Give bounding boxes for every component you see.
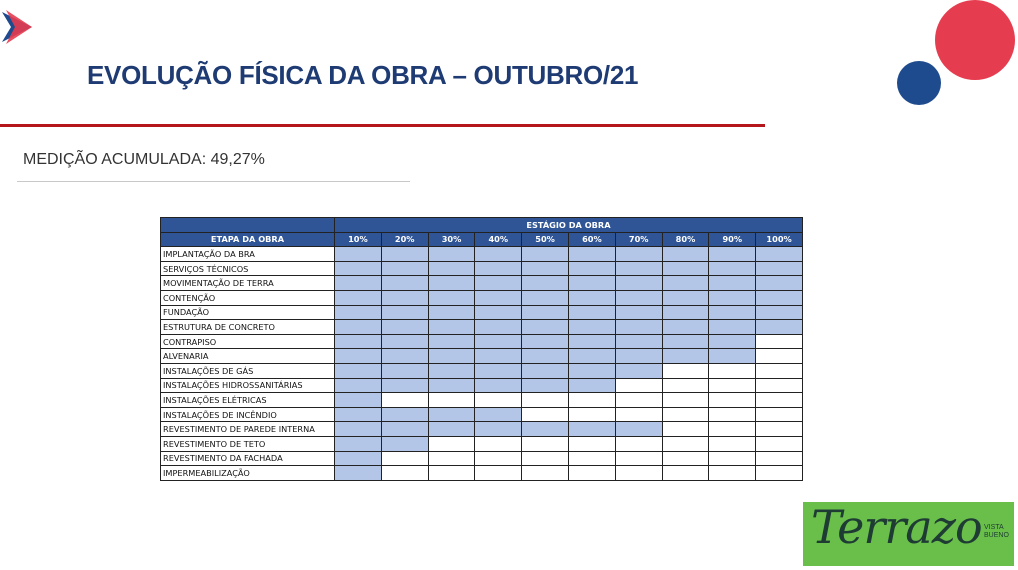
progress-cell [381,320,428,335]
progress-cell [381,276,428,291]
progress-cell [709,247,756,262]
progress-cell [568,305,615,320]
progress-cell [662,393,709,408]
progress-cell [756,261,803,276]
percent-column-header: 50% [522,232,569,247]
table-row [161,320,803,335]
progress-cell [475,247,522,262]
stage-name: CONTRAPISO [161,334,335,349]
progress-cell [709,451,756,466]
progress-cell [381,247,428,262]
progress-cell [522,320,569,335]
progress-cell [335,422,382,437]
progress-cell [756,436,803,451]
progress-cell [709,305,756,320]
stage-group-header: ESTÁGIO DA OBRA [335,218,803,233]
progress-cell [756,349,803,364]
progress-cell [428,247,475,262]
percent-column-header: 60% [568,232,615,247]
table-row [161,305,803,320]
progress-cell [381,378,428,393]
progress-cell [615,305,662,320]
progress-cell [335,305,382,320]
percent-column-header: 70% [615,232,662,247]
progress-cell [709,276,756,291]
stage-name: IMPLANTAÇÃO DA BRA [161,247,335,262]
progress-cell [568,407,615,422]
progress-cell [756,320,803,335]
table-row [161,378,803,393]
progress-cell [428,407,475,422]
percent-column-header: 20% [381,232,428,247]
stage-name: INSTALAÇÕES HIDROSSANITÁRIAS [161,378,335,393]
progress-cell [475,349,522,364]
progress-cell [475,334,522,349]
progress-cell [428,393,475,408]
progress-cell [615,290,662,305]
progress-cell [475,451,522,466]
progress-cell [568,451,615,466]
progress-cell [475,276,522,291]
progress-cell [335,320,382,335]
progress-cell [335,334,382,349]
stage-name: INSTALAÇÕES DE GÁS [161,363,335,378]
progress-cell [662,290,709,305]
progress-cell [381,422,428,437]
progress-cell [709,422,756,437]
progress-cell [522,451,569,466]
progress-cell [709,378,756,393]
stage-name: CONTENÇÃO [161,290,335,305]
progress-cell [662,451,709,466]
progress-cell [615,247,662,262]
table-row [161,407,803,422]
progress-cell [522,407,569,422]
progress-cell [756,276,803,291]
progress-cell [568,247,615,262]
progress-cell [522,422,569,437]
progress-cell [335,247,382,262]
progress-cell [335,363,382,378]
progress-cell [428,349,475,364]
table-row [161,363,803,378]
progress-cell [428,451,475,466]
table-row [161,349,803,364]
progress-cell [709,261,756,276]
progress-cell [335,407,382,422]
table-row [161,290,803,305]
progress-cell [335,261,382,276]
progress-cell [568,320,615,335]
progress-cell [662,378,709,393]
progress-cell [756,378,803,393]
progress-cell [522,363,569,378]
stage-name: INSTALAÇÕES DE INCÊNDIO [161,407,335,422]
progress-cell [381,393,428,408]
progress-cell [381,466,428,481]
progress-cell [662,247,709,262]
progress-cell [568,276,615,291]
progress-cell [335,276,382,291]
progress-cell [662,407,709,422]
progress-cell [662,261,709,276]
progress-cell [709,334,756,349]
progress-cell [381,363,428,378]
progress-cell [428,276,475,291]
progress-cell [428,305,475,320]
progress-cell [522,378,569,393]
progress-cell [335,393,382,408]
brand-logo [803,502,1014,566]
stage-name: FUNDAÇÃO [161,305,335,320]
percent-column-header: 90% [709,232,756,247]
decorative-circle-blue [897,61,941,105]
progress-cell [615,261,662,276]
progress-cell [615,320,662,335]
progress-cell [615,349,662,364]
progress-cell [522,247,569,262]
progress-cell [475,466,522,481]
progress-cell [709,407,756,422]
table-row [161,422,803,437]
progress-cell [381,261,428,276]
progress-cell [662,436,709,451]
table-row [161,261,803,276]
progress-cell [756,363,803,378]
progress-cell [662,466,709,481]
progress-cell [756,247,803,262]
progress-cell [662,305,709,320]
progress-cell [756,334,803,349]
star-logo-icon [2,10,32,44]
progress-cell [475,363,522,378]
progress-cell [475,261,522,276]
progress-cell [428,334,475,349]
progress-cell [381,407,428,422]
percent-column-header: 80% [662,232,709,247]
table-row [161,247,803,262]
progress-cell [662,363,709,378]
progress-cell [428,290,475,305]
progress-cell [662,349,709,364]
table-row [161,276,803,291]
progress-cell [568,363,615,378]
progress-cell [709,363,756,378]
progress-cell [709,436,756,451]
progress-cell [662,422,709,437]
progress-cell [756,466,803,481]
progress-cell [709,320,756,335]
progress-cell [475,422,522,437]
progress-cell [615,334,662,349]
progress-cell [756,290,803,305]
progress-cell [428,363,475,378]
progress-cell [709,349,756,364]
progress-cell [335,290,382,305]
progress-cell [615,378,662,393]
table-row [161,393,803,408]
subtitle-divider [17,181,410,182]
percent-column-header: 40% [475,232,522,247]
progress-cell [662,334,709,349]
progress-cell [475,393,522,408]
progress-cell [428,320,475,335]
progress-cell [756,305,803,320]
progress-cell [615,393,662,408]
progress-cell [568,422,615,437]
brand-subtitle-line1: VISTA [984,524,1004,531]
progress-cell [475,320,522,335]
brand-subtitle [984,524,1009,540]
progress-cell [522,393,569,408]
progress-cell [428,466,475,481]
progress-cell [428,436,475,451]
progress-cell [568,466,615,481]
progress-cell [475,407,522,422]
table-corner-header [161,218,335,233]
progress-cell [522,276,569,291]
progress-cell [381,436,428,451]
progress-cell [428,261,475,276]
stage-name: REVESTIMENTO DE TETO [161,436,335,451]
progress-cell [522,261,569,276]
progress-cell [335,451,382,466]
progress-cell [662,320,709,335]
brand-subtitle-line2: BUENO [984,532,1009,539]
progress-cell [568,290,615,305]
progress-cell [756,407,803,422]
progress-cell [756,422,803,437]
progress-cell [335,378,382,393]
progress-cell [615,407,662,422]
progress-cell [756,451,803,466]
progress-cell [568,393,615,408]
progress-cell [522,305,569,320]
progress-cell [475,436,522,451]
progress-cell [381,451,428,466]
progress-cell [381,334,428,349]
progress-cell [568,261,615,276]
progress-table [160,217,803,481]
progress-cell [522,466,569,481]
stage-name: SERVIÇOS TÉCNICOS [161,261,335,276]
progress-cell [709,466,756,481]
percent-column-header: 100% [756,232,803,247]
progress-cell [335,349,382,364]
progress-cell [709,290,756,305]
progress-cell [756,393,803,408]
percent-column-header: 30% [428,232,475,247]
stage-name: REVESTIMENTO DE PAREDE INTERNA [161,422,335,437]
progress-cell [428,422,475,437]
progress-cell [615,363,662,378]
progress-cell [381,290,428,305]
progress-cell [709,393,756,408]
progress-cell [522,290,569,305]
progress-cell [381,349,428,364]
progress-cell [615,451,662,466]
stage-name: MOVIMENTAÇÃO DE TERRA [161,276,335,291]
title-divider [0,124,765,127]
progress-cell [568,349,615,364]
progress-cell [662,276,709,291]
progress-cell [428,378,475,393]
table-row [161,436,803,451]
progress-cell [475,305,522,320]
brand-name: Terrazo [811,502,982,554]
progress-cell [615,466,662,481]
progress-cell [615,436,662,451]
stage-name: IMPERMEABILIZAÇÃO [161,466,335,481]
progress-cell [335,436,382,451]
percent-column-header: 10% [335,232,382,247]
table-row [161,466,803,481]
table-row [161,334,803,349]
progress-cell [568,334,615,349]
progress-cell [568,436,615,451]
stage-name: ESTRUTURA DE CONCRETO [161,320,335,335]
stage-name: REVESTIMENTO DA FACHADA [161,451,335,466]
stage-column-header: ETAPA DA OBRA [161,232,335,247]
progress-cell [475,290,522,305]
progress-cell [381,305,428,320]
progress-cell [522,436,569,451]
progress-cell [475,378,522,393]
decorative-circle-red [935,0,1015,80]
table-row [161,451,803,466]
progress-cell [522,334,569,349]
accumulated-measurement: MEDIÇÃO ACUMULADA: 49,27% [23,151,265,168]
progress-cell [615,422,662,437]
stage-name: INSTALAÇÕES ELÉTRICAS [161,393,335,408]
progress-cell [568,378,615,393]
progress-cell [615,276,662,291]
progress-cell [522,349,569,364]
progress-cell [335,466,382,481]
stage-name: ALVENARIA [161,349,335,364]
page-title: EVOLUÇÃO FÍSICA DA OBRA – OUTUBRO/21 [87,60,639,90]
